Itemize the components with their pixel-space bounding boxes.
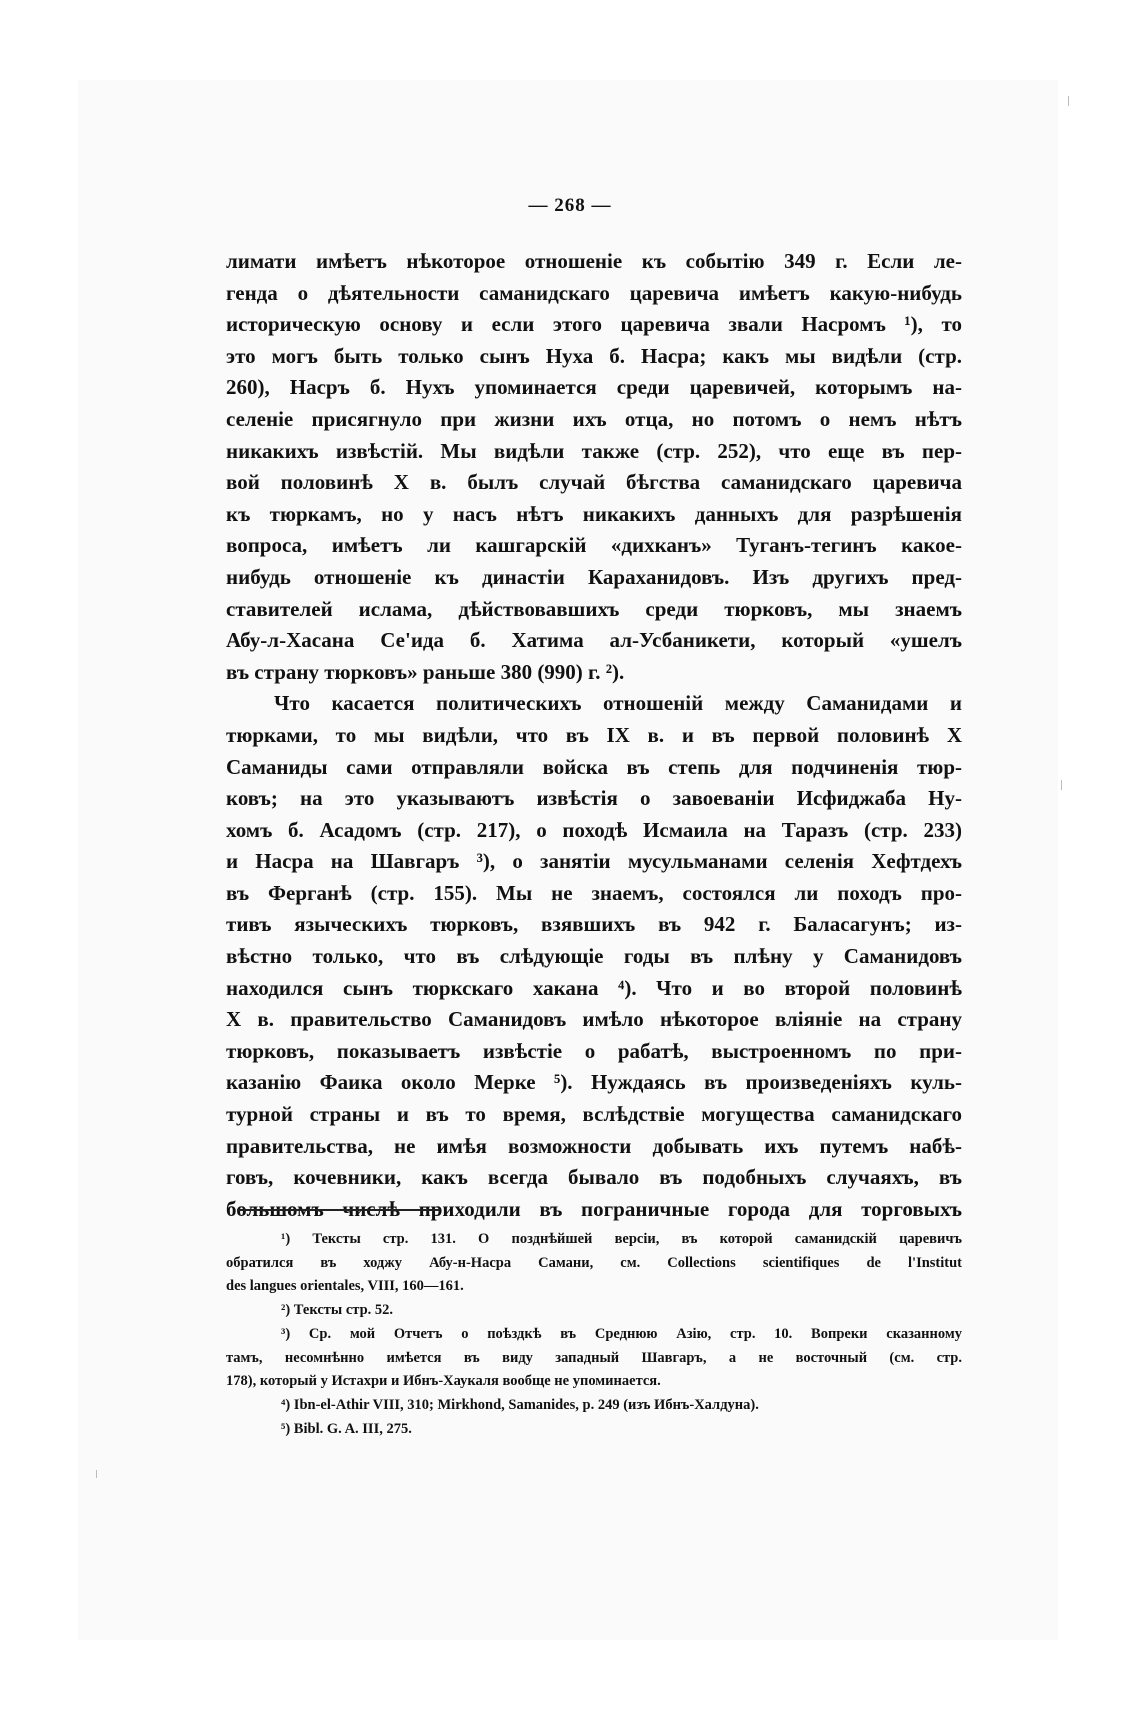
text-line: X в. правительство Саманидовъ имѣло нѣкоторое вліяніе на страну (226, 1007, 962, 1032)
footnote-line: ²) Тексты стр. 52. (281, 1302, 394, 1319)
main-text (226, 246, 962, 1225)
text-line: находился сынъ тюркскаго хакана ⁴). Что и во второй половинѣ (226, 975, 962, 1000)
text-line: хомъ б. Асадомъ (стр. 217), о походѣ Исмаила на Таразъ (стр. 233) (226, 817, 962, 842)
text-line: и Насра на Шавгаръ ³), о занятіи мусульманами селенія Хефтдехъ (226, 849, 962, 874)
footnote-line: ¹) Тексты стр. 131. О позднѣйшей версіи, въ которой саманидскій царевичъ (281, 1231, 962, 1247)
text-line: генда о дѣятельности саманидскаго царевича имѣетъ какую-нибудь (226, 280, 962, 305)
page-number: — 268 — (528, 195, 612, 216)
text-line: 260), Насръ б. Нухъ упоминается среди царевичей, которымъ на- (226, 375, 962, 400)
text-line: тюрками, то мы видѣли, что въ IX в. и въ первой половинѣ X (226, 722, 962, 747)
text-line: селеніе присягнуло при жизни ихъ отца, но потомъ о немъ нѣтъ (226, 406, 962, 431)
text-line: тюрковъ, показываетъ извѣстіе о рабатѣ, выстроенномъ по при- (226, 1038, 962, 1063)
text-line: большомъ числѣ приходили въ пограничные города для торговыхъ (226, 1196, 962, 1221)
scan-mark (1061, 780, 1062, 790)
text-line: вопроса, имѣетъ ли кашгарскій «дихканъ» Туганъ-тегинъ какое- (226, 533, 962, 558)
text-line: никакихъ извѣстій. Мы видѣли также (стр. 252), что еще въ пер- (226, 438, 962, 463)
text-line: лимати имѣетъ нѣкоторое отношеніе къ событію 349 г. Если ле- (226, 249, 962, 273)
text-line: въ Ферганѣ (стр. 155). Мы не знаемъ, состоялся ли походъ про- (226, 880, 962, 905)
text-line: къ тюркамъ, но у насъ нѣтъ никакихъ данныхъ для разрѣшенія (226, 501, 962, 526)
footnote-divider (237, 1209, 440, 1211)
text-line: это могъ быть только сынъ Нуха б. Насра; какъ мы видѣли (стр. (226, 343, 962, 368)
text-line: Что касается политическихъ отношеній между Саманидами и (274, 691, 962, 716)
text-line: тивъ языческихъ тюрковъ, взявшихъ въ 942 г. Баласагунъ; из- (226, 912, 962, 937)
footnote-line: обратился въ ходжу Абу-н-Насра Самани, см. Collections scientifiques de l'Institut (226, 1254, 962, 1271)
footnote-line: 178), который у Истахри и Ибнъ-Хаукаля вообще не упоминается. (226, 1373, 661, 1390)
text-line: нибудь отношеніе къ династіи Караханидовъ. Изъ другихъ пред- (226, 564, 962, 589)
text-line: въ страну тюрковъ» раньше 380 (990) г. ²). (226, 659, 625, 684)
text-line: казанію Фаика около Мерке ⁵). Нуждаясь въ произведеніяхъ куль- (226, 1070, 962, 1095)
scan-mark (1068, 96, 1069, 106)
footnote-line: des langues orientales, VIII, 160—161. (226, 1278, 464, 1295)
footnote-line: ⁴) Ibn-el-Athir VIII, 310; Mirkhond, Samanides, p. 249 (изъ Ибнъ-Халдуна). (281, 1396, 759, 1413)
text-line: говъ, кочевники, какъ всегда бывало въ подобныхъ случаяхъ, въ (226, 1165, 962, 1190)
text-line: ставителей ислама, дѣйствовавшихъ среди тюрковъ, мы знаемъ (226, 596, 962, 621)
text-line: ковъ; на это указываютъ извѣстія о завоеваніи Исфиджаба Ну- (226, 786, 962, 811)
footnote-line: тамъ, несомнѣнно имѣется въ виду западный Шавгаръ, а не восточный (см. стр. (226, 1349, 962, 1366)
footnotes (226, 1228, 962, 1441)
scan-mark (96, 1470, 97, 1478)
footnote-line: ³) Ср. мой Отчетъ о поѣздкѣ въ Среднюю Азію, стр. 10. Вопреки сказанному (281, 1325, 962, 1342)
text-line: Саманиды сами отправляли войска въ степь для подчиненія тюр- (226, 754, 962, 779)
text-line: правительства, не имѣя возможности добывать ихъ путемъ набѣ- (226, 1133, 962, 1158)
footnote-line: ⁵) Bibl. G. A. III, 275. (281, 1420, 412, 1437)
text-line: историческую основу и если этого царевича звали Насромъ ¹), то (226, 312, 962, 337)
text-line: вой половинѣ X в. былъ случай бѣгства саманидскаго царевича (226, 470, 962, 495)
text-line: вѣстно только, что въ слѣдующіе годы въ плѣну у Саманидовъ (226, 944, 962, 969)
text-line: турной страны и въ то время, вслѣдствіе могущества саманидскаго (226, 1102, 962, 1127)
text-line: Абу-л-Хасана Се'ида б. Хатима ал-Усбаникети, который «ушелъ (226, 628, 962, 653)
